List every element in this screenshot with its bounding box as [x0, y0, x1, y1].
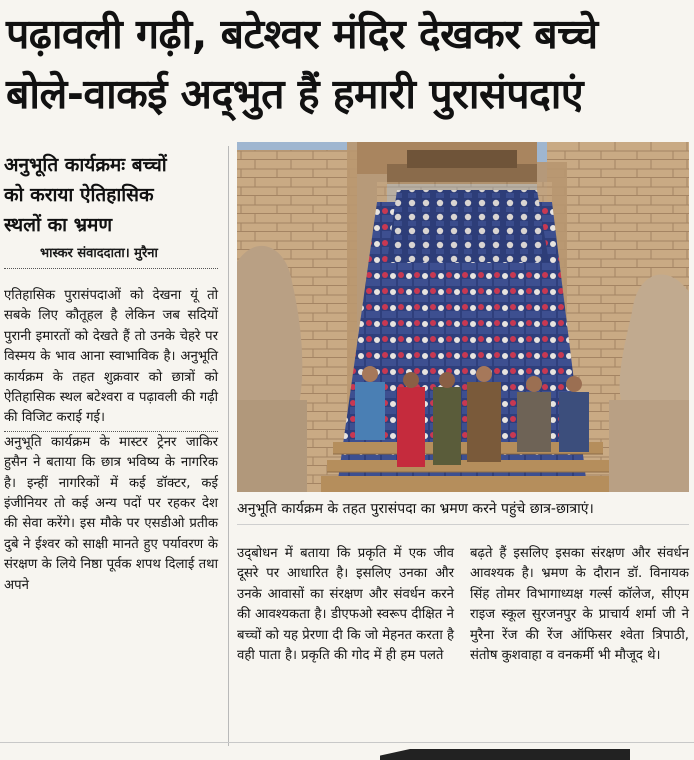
column-3	[470, 544, 689, 666]
column-3-paragraph: बढ़ते हैं इसलिए इसका संरक्षण और संवर्धन आवश्यक है। भ्रमण के दौरान डॉ. विनायक सिंह तोमर विभागाध्यक्ष गर्ल्स कॉलेज, सीएम राइज स्कूल सुरजनपुर के प्राचार्य शर्मा जी ने मुरैना रेंज की रेंज ऑफिसर श्वेता त्रिपाठी, संतोष कुशवाहा व वनकर्मी भी मौजूद थे।	[470, 546, 689, 664]
subheadline-line-2: को कराया ऐतिहासिक	[4, 184, 154, 206]
bottom-divider	[0, 742, 694, 743]
next-headline-fragment	[380, 749, 630, 760]
subheadline-line-3: स्थलों का भ्रमण	[4, 214, 113, 236]
column-1-paragraph-1: एतिहासिक पुरासंपदाओं को देखना यूं तो सबके लिए कौतूहल है लेकिन जब सदियों पुरानी इमारतों को देखते हैं तो उनके चेहरे पर विस्मय के भाव आना स्वाभाविक है। अनुभूति कार्यक्रम के तहत शुक्रवार को छात्रों को ऐतिहासिक स्थल बटेश्वरा व पढ़ावली की गढ़ी की विजिट कराई गई।	[4, 288, 218, 426]
subheadline	[4, 150, 226, 240]
column-2	[237, 544, 454, 666]
byline: भास्कर संवाददाता। मुरैना	[40, 246, 158, 261]
column-2-paragraph: उद्‌बोधन में बताया कि प्रकृति में एक जीव दूसरे पर आधारित है। इसलिए उनका और उनके आवासों का संरक्षण और संवर्धन करने की आवश्यकता है। डीएफओ स्वरूप दीक्षित ने बच्चों को यह प्रेरणा दी कि जो मेहनत करता है वही पाता है। प्रकृति की गोद में ही हम पलते	[237, 546, 454, 664]
headline	[6, 4, 690, 124]
news-photo	[237, 142, 689, 492]
headline-line-2: बोले-वाकई अद्‌भुत हैं हमारी पुरासंपदाएं	[6, 70, 584, 118]
caption-divider	[237, 524, 689, 525]
column-1	[4, 286, 218, 596]
temple-group-photo	[237, 142, 689, 492]
column-1-paragraph-2: अनुभूति कार्यक्रम के मास्टर ट्रेनर जाकिर हुसैन ने बताया कि छात्र भविष्य के नागरिक है। इन्हीं नागरिकों में कई डॉक्टर, कई इंजीनियर तो कई अन्य पदों पर रहकर देश की सेवा करेंगे। इस मौके पर एसडीओ प्रतीक दुबे ने ईश्वर को साक्षी मानते हुए पर्यावरण के संरक्षण के लिये निष्ठा पूर्वक शपथ दिलाई तथा अपने	[4, 434, 218, 593]
headline-line-1: पढ़ावली गढ़ी, बटेश्वर मंदिर देखकर बच्चे	[6, 10, 598, 58]
column-divider	[228, 146, 229, 746]
paragraph-divider	[4, 431, 218, 432]
byline-divider	[4, 268, 218, 269]
photo-caption: अनुभूति कार्यक्रम के तहत पुरासंपदा का भ्रमण करने पहुंचे छात्र-छात्राएं।	[237, 501, 594, 517]
subheadline-line-1: अनुभूति कार्यक्रमः बच्चों	[4, 154, 167, 176]
